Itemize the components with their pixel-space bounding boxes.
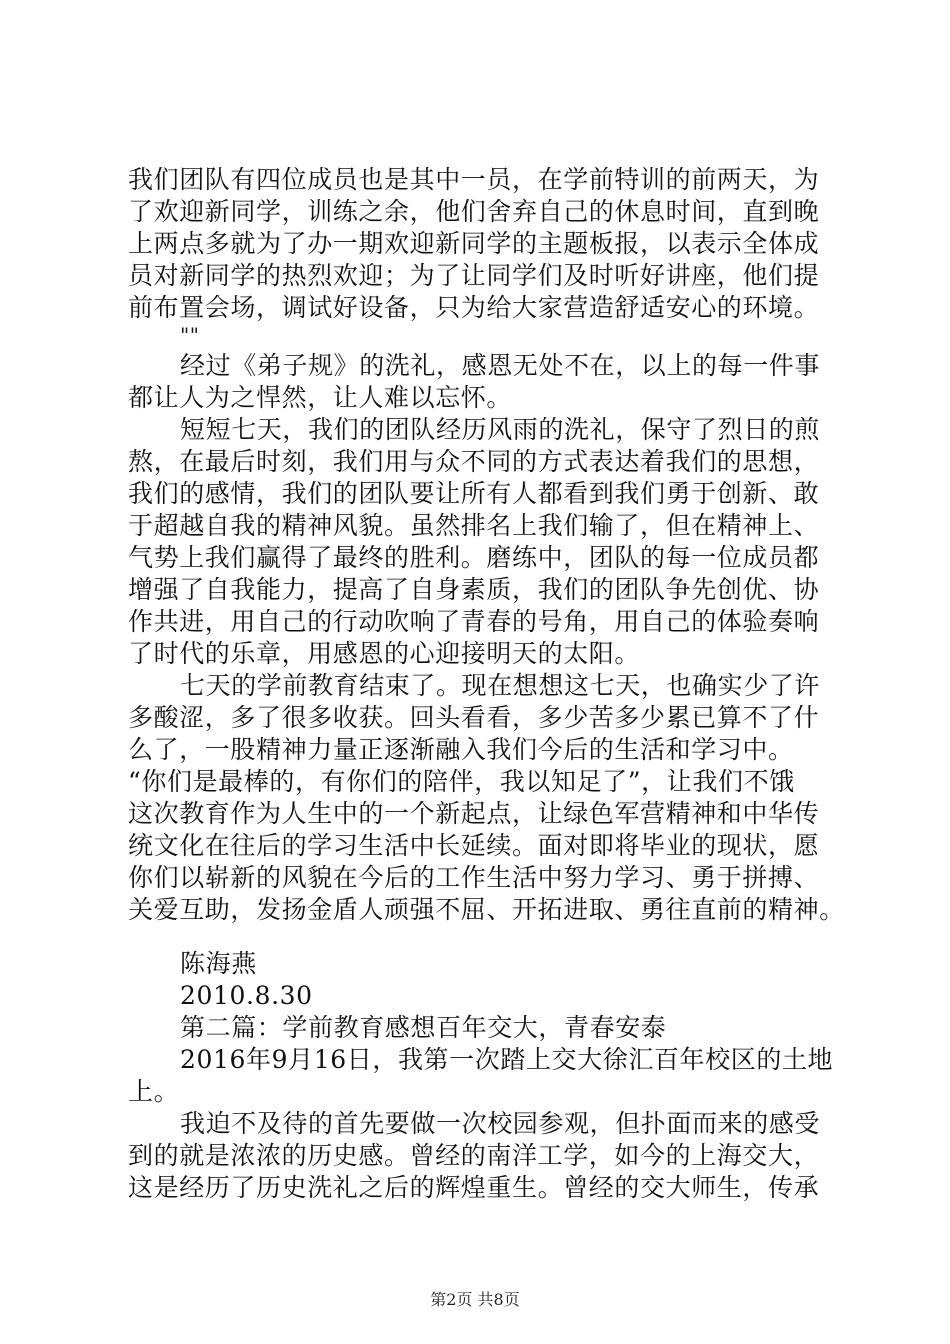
- text-line: 熬，在最后时刻，我们用与众不同的方式表达着我们的思想，: [128, 447, 820, 476]
- text-line: 短短七天，我们的团队经历风雨的洗礼，保守了烈日的煎: [180, 415, 821, 444]
- text-line: 统文化在往后的学习生活中长延续。面对即将毕业的现状，愿: [128, 831, 820, 860]
- text-line: 于超越自我的精神风貌。虽然排名上我们输了，但在精神上、: [128, 511, 820, 540]
- text-line: 我迫不及待的首先要做一次校园参观，但扑面而来的感受: [180, 1109, 821, 1138]
- text-line: 陈海燕: [180, 949, 257, 978]
- text-line: 我们团队有四位成员也是其中一员，在学前特训的前两天，为: [128, 165, 820, 194]
- text-line: 上。: [128, 1077, 180, 1106]
- text-line: 这是经历了历史洗礼之后的辉煌重生。曾经的交大师生，传承: [128, 1173, 820, 1202]
- text-line: 么了，一股精神力量正逐渐融入我们今后的生活和学习中。: [128, 735, 794, 764]
- text-line: 增强了自我能力，提高了自身素质，我们的团队争先创优、协: [128, 575, 820, 604]
- text-line: 这次教育作为人生中的一个新起点，让绿色军营精神和中华传: [128, 799, 820, 828]
- text-line: 多酸涩，多了很多收获。回头看看，多少苦多少累已算不了什: [128, 703, 820, 732]
- text-line: 都让人为之悍然，让人难以忘怀。: [128, 383, 513, 412]
- paragraph-gap: [128, 926, 828, 948]
- text-line: 第二篇：学前教育感想百年交大，青春安泰: [180, 1013, 667, 1042]
- text-line: “你们是最棒的，有你们的陪伴，我以知足了”，让我们不饿: [128, 767, 795, 796]
- text-line: 了时代的乐章，用感恩的心迎接明天的太阳。: [128, 639, 641, 668]
- text-line: 到的就是浓浓的历史感。曾经的南洋工学，如今的上海交大，: [128, 1141, 820, 1170]
- page-footer: 第2页 共8页: [430, 1290, 520, 1309]
- text-line: 2016年9月16日，我第一次踏上交大徐汇百年校区的土地: [180, 1045, 834, 1074]
- text-line: 你们以崭新的风貌在今后的工作生活中努力学习、勇于拼搏、: [128, 863, 820, 892]
- text-line: 七天的学前教育结束了。现在想想这七天，也确实少了许: [180, 671, 821, 700]
- text-line: 上两点多就为了办一期欢迎新同学的主题板报，以表示全体成: [128, 229, 820, 258]
- text-line: 气势上我们赢得了最终的胜利。磨练中，团队的每一位成员都: [128, 543, 820, 572]
- text-line: 员对新同学的热烈欢迎；为了让同学们及时听好讲座，他们提: [128, 261, 820, 290]
- text-line: 2010.8.30: [180, 981, 313, 1010]
- text-line: 作共进，用自己的行动吹响了青春的号角，用自己的体验奏响: [128, 607, 820, 636]
- text-line: 我们的感情，我们的团队要让所有人都看到我们勇于创新、敢: [128, 479, 820, 508]
- text-line: 前布置会场，调试好设备，只为给大家营造舒适安心的环境。: [128, 293, 820, 322]
- quote-marks: "": [180, 323, 200, 347]
- document-body: [128, 164, 845, 1204]
- text-line: 关爱互助，发扬金盾人顽强不屈、开拓进取、勇往直前的精神。: [128, 895, 845, 924]
- text-line: 经过《弟子规》的洗礼，感恩无处不在，以上的每一件事: [180, 351, 821, 380]
- text-line: 了欢迎新同学，训练之余，他们舍弃自己的休息时间，直到晚: [128, 197, 820, 226]
